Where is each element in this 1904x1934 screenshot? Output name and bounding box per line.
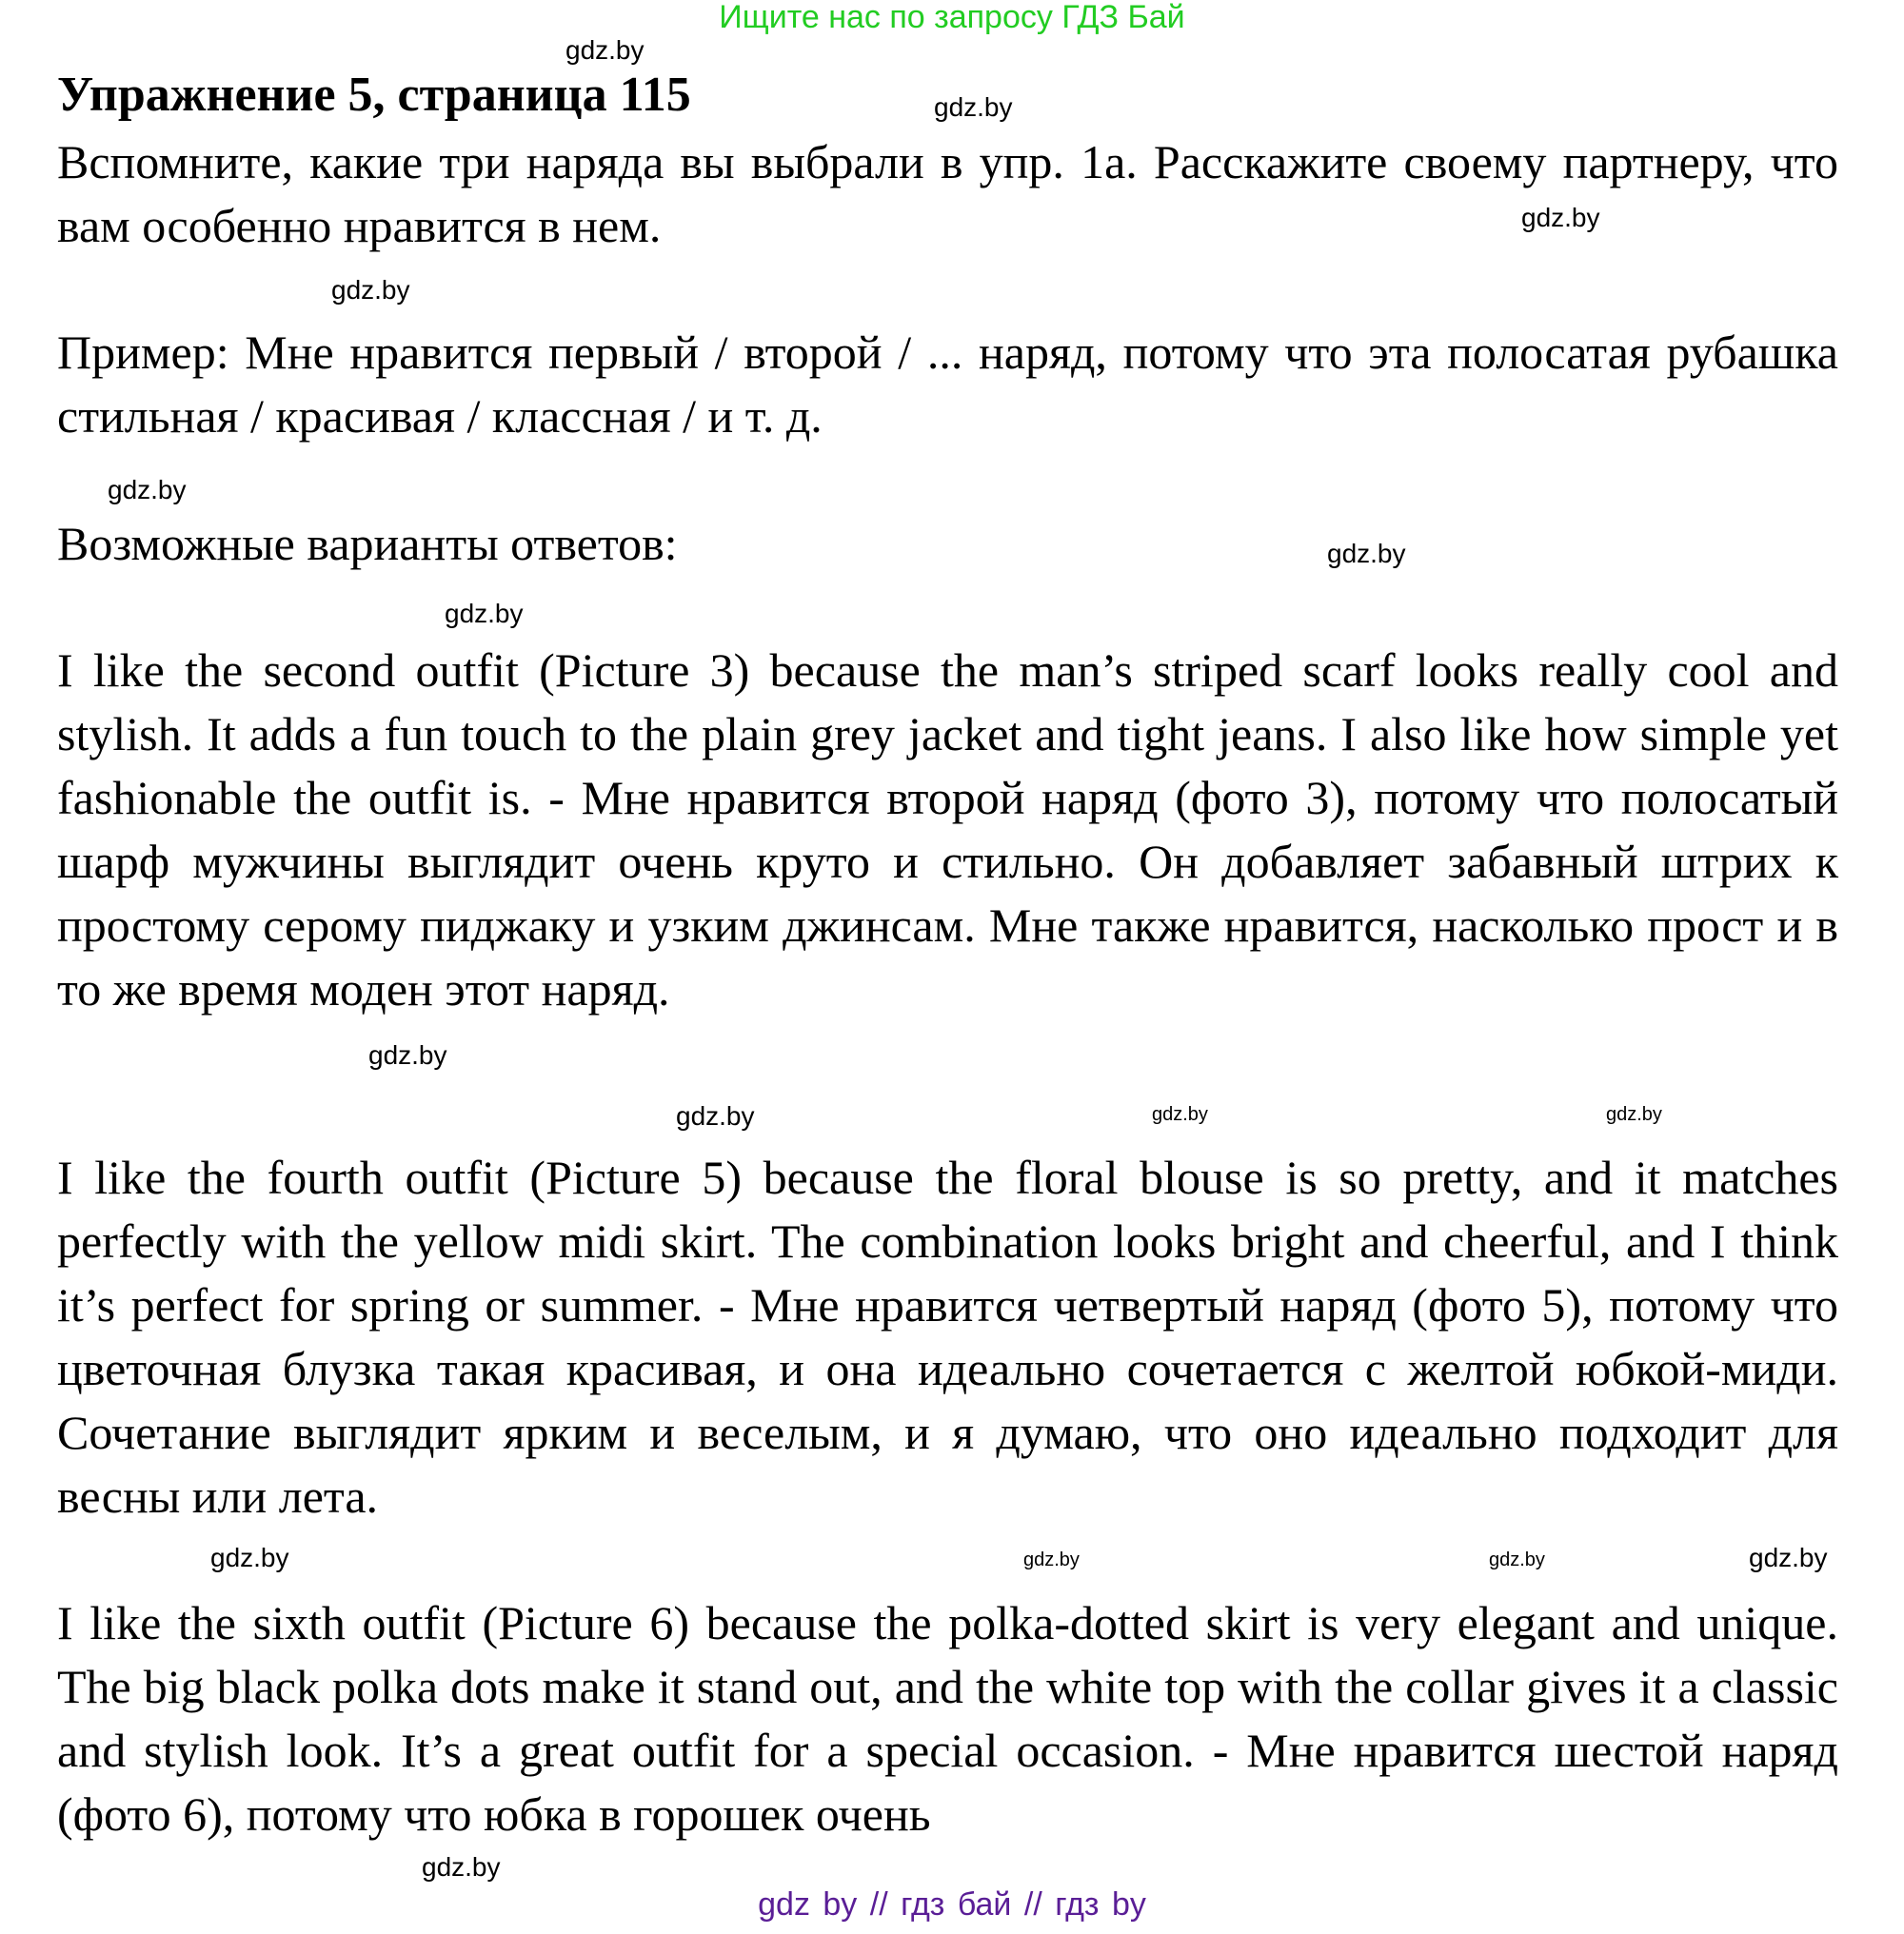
- watermark: gdz.by: [368, 1040, 447, 1070]
- watermark: gdz.by: [1749, 1543, 1828, 1572]
- footer-links: gdz by // гдз бай // гдз by: [758, 1886, 1146, 1923]
- watermark: gdz.by: [445, 599, 524, 628]
- task-text: Вспомните, какие три наряда вы выбрали в упр. 1а. Расскажите своему партнеру, что вам особенно нравится в нем.: [57, 135, 1838, 252]
- watermark: gdz.by: [422, 1852, 501, 1882]
- watermark: gdz.by: [1521, 203, 1600, 232]
- example-text: Пример: Мне нравится первый / второй / ... наряд, потому что эта полосатая рубашка стильная / красивая / классная / и т. д.: [57, 326, 1838, 443]
- watermark: gdz.by: [1606, 1104, 1662, 1125]
- search-banner: Ищите нас по запросу ГДЗ Бай: [719, 0, 1185, 35]
- answer-paragraph-2: I like the fourth outfit (Picture 5) because the floral blouse is so pretty, and it matches perfectly with the yellow midi skirt. The combination looks bright and cheerful, and I think it’s perfect for spring or summer. - Мне нравится четвертый наряд (фото 5), потому что цветочная блузка такая красивая, и она идеально сочетается с желтой юбкой-миди. Сочетание выглядит ярким и веселым, и я думаю, что оно идеально подходит для весны или лета.: [57, 1151, 1838, 1523]
- watermark: gdz.by: [565, 35, 645, 65]
- watermark: gdz.by: [676, 1101, 755, 1131]
- answers-heading: Возможные варианты ответов:: [57, 517, 678, 570]
- watermark: gdz.by: [331, 275, 410, 305]
- watermark: gdz.by: [934, 92, 1013, 122]
- answer-paragraph-3: I like the sixth outfit (Picture 6) because the polka-dotted skirt is very elegant and unique. The big black polka dots make it stand out, and the white top with the collar gives it a classic and stylish look. It’s a great outfit for a special occasion. - Мне нравится шестой наряд (фото 6), потому что юбка в горошек очень: [57, 1596, 1838, 1841]
- watermark: gdz.by: [1152, 1104, 1208, 1125]
- watermark: gdz.by: [210, 1543, 289, 1572]
- watermark: gdz.by: [1327, 539, 1406, 568]
- watermark: gdz.by: [108, 475, 187, 504]
- page-title: Упражнение 5, страница 115: [57, 68, 691, 122]
- watermark: gdz.by: [1023, 1549, 1080, 1570]
- watermark: gdz.by: [1489, 1549, 1545, 1570]
- answer-paragraph-1: I like the second outfit (Picture 3) because the man’s striped scarf looks really cool and stylish. It adds a fun touch to the plain grey jacket and tight jeans. I also like how simple yet fashionable the outfit is. - Мне нравится второй наряд (фото 3), потому что полосатый шарф мужчины выглядит очень круто и стильно. Он добавляет забавный штрих к простому серому пиджаку и узким джинсам. Мне также нравится, насколько прост и в то же время моден этот наряд.: [57, 643, 1838, 1016]
